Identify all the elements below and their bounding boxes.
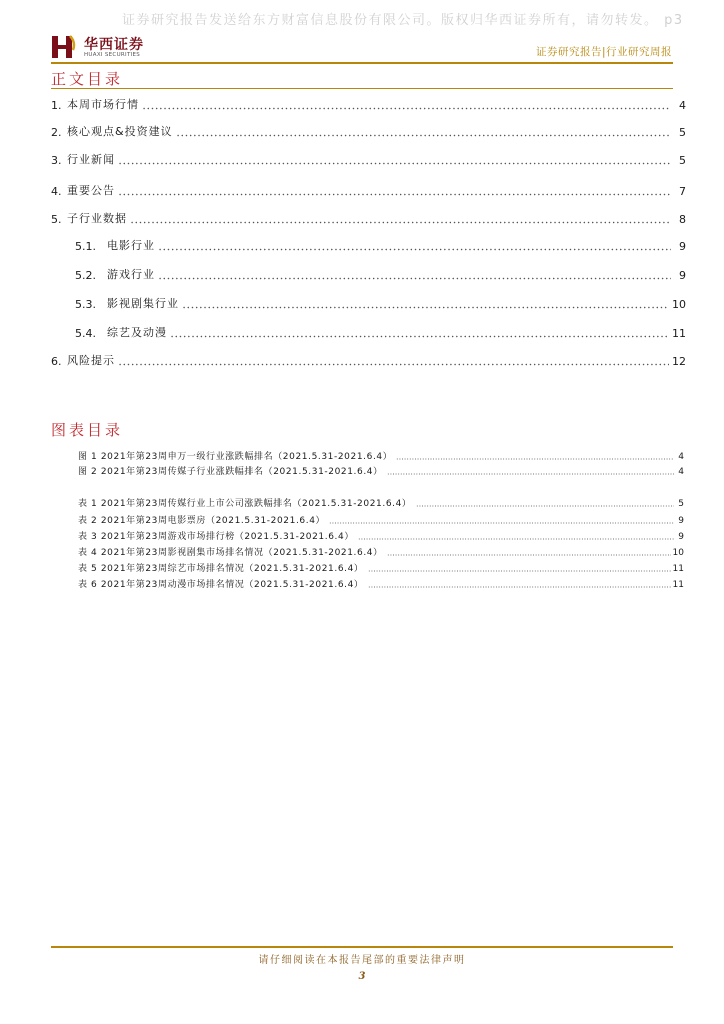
dot-leader (416, 505, 674, 507)
table-entry-4[interactable] (78, 546, 684, 558)
toc-entry-5-3[interactable] (75, 295, 686, 311)
toc-entry-number: 3. (51, 154, 62, 167)
toc-entry-6[interactable] (51, 352, 686, 368)
toc-entry-2[interactable] (51, 123, 686, 139)
dot-leader (182, 306, 669, 309)
table-entry-5[interactable] (78, 562, 684, 574)
table-entry-text: 表 4 2021年第23周影视剧集市场排名情况（2021.5.31-2021.6.4） (78, 548, 383, 558)
toc-entry-5-4[interactable] (75, 324, 686, 340)
toc-entry-page: 9 (679, 240, 686, 253)
toc-entry-page: 10 (672, 298, 686, 311)
table-entry-text: 表 1 2021年第23周传媒行业上市公司涨跌幅排名（2021.5.31-2021.6.4） (78, 499, 412, 509)
dot-leader (396, 458, 674, 460)
table-entry-text: 表 3 2021年第23周游戏市场排行榜（2021.5.31-2021.6.4） (78, 532, 354, 542)
toc-entry-text: 电影行业 (107, 239, 155, 252)
dot-leader (118, 193, 671, 196)
figure-entry-text: 图 1 2021年第23周申万一级行业涨跌幅排名（2021.5.31-2021.6.4） (78, 452, 393, 462)
dot-leader (329, 522, 674, 524)
toc-entry-4[interactable] (51, 182, 686, 198)
table-entry-page: 10 (672, 548, 684, 558)
table-entry-text: 表 5 2021年第23周综艺市场排名情况（2021.5.31-2021.6.4） (78, 564, 364, 574)
logo-text-cn: 华西证券 (84, 37, 144, 53)
company-logo (51, 34, 161, 62)
toc-entry-page: 11 (672, 327, 686, 340)
dot-leader (368, 586, 671, 588)
toc-entry-number: 5.2. (75, 269, 96, 282)
dot-leader (118, 363, 669, 366)
dot-leader (130, 221, 671, 224)
toc-entry-text: 重要公告 (67, 184, 115, 197)
dot-leader (118, 162, 671, 165)
table-entry-text: 表 6 2021年第23周动漫市场排名情况（2021.5.31-2021.6.4） (78, 580, 364, 590)
header-divider (51, 62, 673, 64)
table-entry-page: 9 (678, 532, 684, 542)
table-entry-page: 5 (678, 499, 684, 509)
toc-entry-page: 9 (679, 269, 686, 282)
toc-entry-number: 4. (51, 185, 62, 198)
toc-entry-number: 6. (51, 355, 62, 368)
legal-notice: 请仔细阅读在本报告尾部的重要法律声明 (258, 955, 466, 966)
dot-leader (368, 570, 671, 572)
dot-leader (158, 277, 671, 280)
toc-entry-5[interactable] (51, 210, 686, 226)
toc-entry-page: 5 (679, 126, 686, 139)
dot-leader (358, 538, 674, 540)
toc-entry-page: 8 (679, 213, 686, 226)
dot-leader (170, 335, 669, 338)
toc-entry-number: 1. (51, 99, 62, 112)
table-entry-text: 表 2 2021年第23周电影票房（2021.5.31-2021.6.4） (78, 516, 326, 526)
toc-entry-1[interactable] (51, 96, 686, 112)
toc-entry-number: 5. (51, 213, 62, 226)
table-entry-6[interactable] (78, 578, 684, 590)
toc-entry-page: 7 (679, 185, 686, 198)
toc-entry-page: 5 (679, 154, 686, 167)
table-entry-1[interactable] (78, 497, 684, 509)
table-entry-2[interactable] (78, 514, 684, 526)
toc-entry-text: 风险提示 (67, 354, 115, 367)
toc-entry-text: 本周市场行情 (67, 98, 139, 111)
toc-entry-5-1[interactable] (75, 237, 686, 253)
table-entry-page: 9 (678, 516, 684, 526)
figure-entry-page: 4 (678, 467, 684, 477)
figure-entry-text: 图 2 2021年第23周传媒子行业涨跌幅排名（2021.5.31-2021.6.4） (78, 467, 383, 477)
dot-leader (176, 134, 671, 137)
footer-divider (51, 946, 673, 948)
dot-leader (158, 248, 671, 251)
toc-entry-number: 5.1. (75, 240, 96, 253)
figure-entry-2[interactable] (78, 465, 684, 477)
toc-entry-5-2[interactable] (75, 266, 686, 282)
table-entry-3[interactable] (78, 530, 684, 542)
toc-entry-number: 5.3. (75, 298, 96, 311)
watermark: 证券研究报告发送给东方财富信息股份有限公司。版权归华西证券所有，请勿转发。 p3 (122, 13, 684, 28)
dot-leader (387, 554, 671, 556)
report-type-label: 证券研究报告|行业研究周报 (535, 46, 672, 58)
toc-entry-text: 子行业数据 (67, 212, 127, 225)
figure-entry-1[interactable] (78, 450, 684, 462)
toc-entry-text: 影视剧集行业 (107, 297, 179, 310)
figures-title: 图表目录 (51, 421, 124, 439)
toc-entry-text: 行业新闻 (67, 153, 115, 166)
toc-entry-text: 核心观点&投资建议 (67, 125, 173, 138)
toc-entry-page: 12 (672, 355, 686, 368)
table-entry-page: 11 (672, 580, 684, 590)
logo-text-en: HUAXI SECURITIES (84, 52, 141, 58)
toc-entry-text: 综艺及动漫 (107, 326, 167, 339)
page-number: 3 (358, 971, 366, 982)
toc-entry-page: 4 (679, 99, 686, 112)
toc-title: 正文目录 (51, 70, 124, 88)
toc-entry-number: 2. (51, 126, 62, 139)
dot-leader (142, 107, 671, 110)
toc-title-underline (51, 88, 673, 89)
toc-entry-text: 游戏行业 (107, 268, 155, 281)
figure-entry-page: 4 (678, 452, 684, 462)
logo-mark-icon (51, 34, 77, 60)
dot-leader (387, 473, 674, 475)
toc-entry-3[interactable] (51, 151, 686, 167)
toc-entry-number: 5.4. (75, 327, 96, 340)
table-entry-page: 11 (672, 564, 684, 574)
